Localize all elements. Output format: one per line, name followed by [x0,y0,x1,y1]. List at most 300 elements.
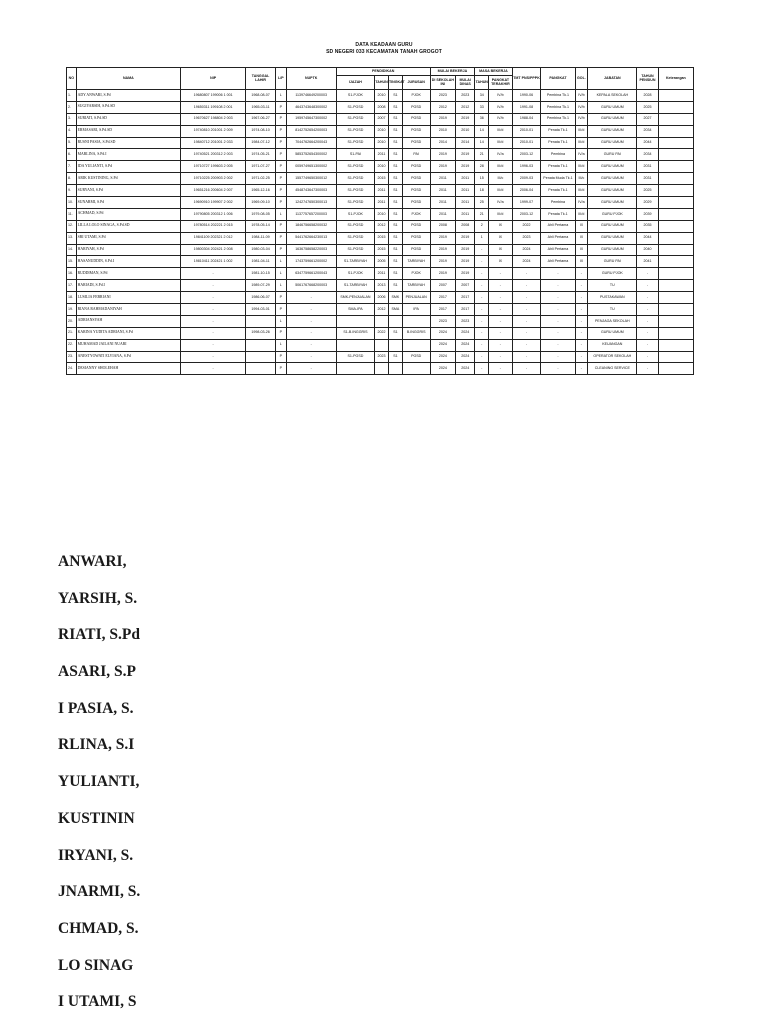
cell-mb-tahun: - [475,292,489,304]
zoomed-name-fragment: IRYANI, S. [58,846,134,864]
cell-ket [658,161,693,173]
cell-jabatan: GURU UMUM [588,125,637,137]
cell-di-sekolah: 2023 [430,315,456,327]
cell-pangkat: Penata Tk.1 [541,208,575,220]
cell-tingkat: S1 [388,173,402,185]
cell-lp: P [275,232,286,244]
cell-nuptk: 5441762664230013 [286,232,336,244]
cell-di-sekolah: 2011 [430,197,456,209]
cell-pangkat: - [541,304,575,316]
cell-tgl: 1994-03-01 [246,304,276,316]
header-no: NO [67,68,77,90]
cell-lp: P [275,137,286,149]
cell-tahun: 2011 [375,185,389,197]
cell-nama: MARLINA, S.Pd.I [76,149,181,161]
cell-tgl: 1979-08-05 [246,208,276,220]
cell-pangkat-terakhir: III/d [489,161,512,173]
cell-no: 3. [67,113,77,125]
cell-tgl: 1998-03-26 [246,327,276,339]
cell-lp: P [275,327,286,339]
zoomed-names-preview [58,548,141,1025]
cell-mb-tahun: 21 [475,149,489,161]
cell-jurusan: PGSD [402,173,430,185]
cell-jabatan: GURU PAI [588,256,637,268]
cell-jabatan: GURU UMUM [588,327,637,339]
cell-jurusan: PENJUALAN [402,292,430,304]
cell-mulai-dinas: 2019 [456,244,475,256]
cell-pangkat-terakhir: - [489,280,512,292]
cell-jurusan: PGSD [402,101,430,113]
cell-tahun: 2022 [375,327,389,339]
cell-jurusan: B.INGGRIS [402,327,430,339]
zoomed-name-fragment: KUSTININ [58,809,135,827]
cell-jabatan: GURU UMUM [588,101,637,113]
cell-pangkat: - [541,292,575,304]
cell-pangkat: Penata Tk.1 [541,161,575,173]
cell-nip: - [181,304,246,316]
cell-nama: HASANUDDIN, S.Pd.I [76,256,181,268]
cell-pangkat-terakhir: III/d [489,137,512,149]
cell-ijazah: S1-PAI [336,149,374,161]
cell-nama: ACHMAD, S.Pd [76,208,181,220]
cell-tahun: 2012 [375,304,389,316]
cell-nama: LUSILIA FEBRIANI [76,292,181,304]
cell-pangkat: Pembina [541,149,575,161]
cell-nip: 19840712 201001 2 033 [181,137,246,149]
cell-ket [658,197,693,209]
cell-tahun: 2007 [375,113,389,125]
cell-mulai-dinas: 2011 [456,173,475,185]
cell-pangkat: - [541,315,575,327]
cell-tgl [246,351,276,363]
cell-lp: L [275,256,286,268]
cell-no: 13. [67,232,77,244]
header-nip: NIP [181,68,246,90]
cell-jurusan: IPA [402,304,430,316]
cell-nuptk: 1557749650300012 [286,173,336,185]
table-row [67,161,694,173]
cell-jurusan: TARBIYAH [402,256,430,268]
header-jabatan: JABATAN [588,68,637,90]
cell-tgl: 1986-06-07 [246,292,276,304]
cell-tingkat: S1 [388,280,402,292]
cell-di-sekolah: 2019 [430,161,456,173]
cell-nip: - [181,292,246,304]
cell-di-sekolah: 2019 [430,268,456,280]
cell-pangkat-terakhir: - [489,292,512,304]
cell-nuptk: 7044762664200043 [286,137,336,149]
cell-ijazah: S1-PGSD [336,173,374,185]
cell-tmt: 2003-12 [512,208,541,220]
cell-ijazah: S1-PGSD [336,161,374,173]
header-keterangan: Keterangan [658,68,693,90]
cell-mb-tahun: - [475,244,489,256]
cell-nip: - [181,280,246,292]
cell-gol: - [575,304,588,316]
cell-nip: - [181,363,246,375]
cell-lp: P [275,185,286,197]
cell-nuptk: 6347759661200043 [286,268,336,280]
cell-tmt: - [512,280,541,292]
cell-tahun: 2005 [375,256,389,268]
cell-tgl: 1989-07-29 [246,280,276,292]
cell-gol: - [575,280,588,292]
cell-mulai-dinas: 2019 [456,161,475,173]
cell-pangkat-terakhir: IX [489,232,512,244]
cell-pangkat-terakhir: III/d [489,125,512,137]
cell-pangkat: - [541,280,575,292]
cell-lp: L [275,208,286,220]
cell-nama: HARIADI, S.Pd.I [76,280,181,292]
cell-mb-tahun: - [475,304,489,316]
cell-pangkat-terakhir: - [489,327,512,339]
header-tmt: TMT PNS/PPPK [512,68,541,90]
cell-tmt: - [512,363,541,375]
cell-pensiun: - [637,351,658,363]
cell-jabatan: GURU PAI [588,149,637,161]
cell-lp: P [275,197,286,209]
cell-ket [658,339,693,351]
cell-ijazah [336,315,374,327]
cell-tingkat: S1 [388,327,402,339]
cell-tmt: - [512,304,541,316]
cell-lp: P [275,304,286,316]
cell-pensiun: 2034 [637,149,658,161]
cell-nama: RIANA RAHMADANIYAH [76,304,181,316]
cell-tmt: 2024 [512,244,541,256]
cell-jurusan [402,339,430,351]
zoomed-name-fragment: YULIANTI, [58,773,140,791]
cell-mulai-dinas: 2019 [456,232,475,244]
table-row [67,363,694,375]
header-tingkat: TINGKAT [388,76,402,90]
cell-di-sekolah: 2011 [430,208,456,220]
cell-nama: ADRIANSYAH [76,315,181,327]
cell-pensiun: 2040 [637,244,658,256]
cell-pangkat-terakhir: - [489,351,512,363]
cell-mb-tahun: 15 [475,173,489,185]
cell-tgl [246,363,276,375]
cell-gol: IX [575,220,588,232]
cell-no: 12. [67,220,77,232]
cell-nip: 19651216 200604 2 007 [181,185,246,197]
cell-pensiun: - [637,339,658,351]
cell-mb-tahun: - [475,280,489,292]
header-ijazah: IJAZAH [336,76,374,90]
cell-tingkat: S1 [388,90,402,102]
cell-mulai-dinas: 2023 [456,315,475,327]
cell-no: 9. [67,185,77,197]
cell-jurusan: PJOK [402,208,430,220]
cell-pensiun: - [637,315,658,327]
cell-tahun [375,363,389,375]
cell-mulai-dinas: 2008 [456,220,475,232]
cell-mulai-dinas: 2014 [456,137,475,149]
cell-mulai-dinas: 2012 [456,101,475,113]
cell-di-sekolah: 2017 [430,292,456,304]
table-body [67,90,694,375]
cell-pensiun: 2041 [637,256,658,268]
cell-no: 24. [67,363,77,375]
cell-tahun: 2015 [375,232,389,244]
cell-tmt: 2010-01 [512,125,541,137]
cell-tingkat [388,315,402,327]
cell-pensiun: 2044 [637,232,658,244]
cell-mb-tahun: 34 [475,90,489,102]
cell-lp: L [275,280,286,292]
cell-gol: IV/b [575,90,588,102]
table-row [67,292,694,304]
cell-tahun: 2011 [375,268,389,280]
cell-pensiun: - [637,363,658,375]
cell-jabatan: GURU UMUM [588,244,637,256]
cell-ijazah: S1-PGSD [336,220,374,232]
cell-mulai-dinas: 2019 [456,149,475,161]
cell-lp: P [275,125,286,137]
cell-pangkat: Ahli Pertama [541,220,575,232]
cell-pensiun: - [637,292,658,304]
cell-di-sekolah: 2010 [430,125,456,137]
cell-tingkat: S1 [388,137,402,149]
cell-pangkat: Penata Tk.1 [541,185,575,197]
cell-nip: 19690910 199907 2 002 [181,197,246,209]
cell-ket [658,125,693,137]
cell-lp: L [275,90,286,102]
table-row [67,327,694,339]
cell-nip: 19710225 200903 2 002 [181,173,246,185]
cell-mulai-dinas: 2023 [456,90,475,102]
cell-lp: P [275,161,286,173]
cell-mulai-dinas: 2017 [456,292,475,304]
table-row [67,232,694,244]
cell-pangkat: Penata Muda Tk.1 [541,173,575,185]
cell-lp: L [275,268,286,280]
cell-nama: SRI UTAMI, S.Pd [76,232,181,244]
cell-pangkat: Ahli Pertama [541,232,575,244]
header-pendidikan: PENDIDIKAN [336,68,430,76]
cell-jabatan: GURU UMUM [588,220,637,232]
cell-nama: HARIYAH, S.Pd [76,244,181,256]
cell-mb-tahun: - [475,351,489,363]
cell-nuptk: 1242747650300013 [286,197,336,209]
cell-nip: 19810411 202421 1 002 [181,256,246,268]
cell-lp: P [275,351,286,363]
cell-ijazah: S1-PGSD [336,125,374,137]
cell-pangkat-terakhir: IV/b [489,101,512,113]
cell-nuptk: 1139746649200003 [286,90,336,102]
cell-nuptk: 5061767668200003 [286,280,336,292]
cell-lp: P [275,149,286,161]
cell-lp: P [275,292,286,304]
cell-pangkat: - [541,363,575,375]
cell-pangkat-terakhir: - [489,315,512,327]
teacher-data-table [66,67,694,375]
cell-pangkat-terakhir: - [489,339,512,351]
table-row [67,185,694,197]
table-row [67,197,694,209]
document-title: DATA KEADAAN GURU [355,42,413,48]
cell-lp: P [275,173,286,185]
cell-nama: ADY ANWARI, S.Pd [76,90,181,102]
zoomed-name-fragment: RLINA, S.I [58,736,135,754]
cell-nama: LILLA LOLO SINAGA, S.Pd.SD [76,220,181,232]
cell-tahun [375,339,389,351]
cell-jurusan: PGSD [402,351,430,363]
cell-ijazah: S1-PGSD [336,101,374,113]
cell-pangkat: Penata Tk.1 [541,125,575,137]
cell-no: 21. [67,327,77,339]
cell-ket [658,268,693,280]
cell-gol: - [575,339,588,351]
cell-jurusan [402,363,430,375]
cell-jabatan: PUSTAKAWAN [588,292,637,304]
cell-no: 15. [67,256,77,268]
zoomed-name-fragment: CHMAD, S. [58,919,139,937]
cell-gol: IV/a [575,197,588,209]
zoomed-name-fragment: RIATI, S.Pd [58,626,140,644]
cell-tmt: - [512,292,541,304]
cell-gol: IX [575,232,588,244]
cell-ijazah: S1-TARBIYAH [336,256,374,268]
cell-di-sekolah: 2019 [430,244,456,256]
cell-nama: ARIK KUSTINING, S.Pd [76,173,181,185]
cell-mb-tahun: 28 [475,161,489,173]
cell-jurusan: PGSD [402,137,430,149]
cell-jabatan: TU [588,280,637,292]
cell-tgl: 1980-03-04 [246,244,276,256]
cell-nama: MUHAMAD JAILANI NUARI [76,339,181,351]
document-subtitle: SD NEGERI 033 KECAMATAN TANAH GROGOT [326,49,442,55]
table-row [67,149,694,161]
cell-ket [658,137,693,149]
cell-jabatan: GURU PJOK [588,268,637,280]
table-row [67,268,694,280]
cell-di-sekolah: 2023 [430,90,456,102]
cell-ijazah: S1-PGSD [336,113,374,125]
cell-gol: - [575,351,588,363]
cell-pangkat-terakhir: - [489,268,512,280]
cell-ket [658,304,693,316]
cell-tingkat: S1 [388,185,402,197]
cell-gol: - [575,327,588,339]
cell-mulai-dinas: 2024 [456,339,475,351]
cell-tahun: 2010 [375,208,389,220]
cell-mb-tahun: 1 [475,232,489,244]
cell-gol: III/d [575,185,588,197]
cell-jabatan: KEPALA SEKOLAH [588,90,637,102]
table-row [67,208,694,220]
cell-mulai-dinas: 2024 [456,363,475,375]
cell-pangkat-terakhir: IX [489,244,512,256]
cell-nama: ERMASARI, S.Pd.SD [76,125,181,137]
cell-pangkat: Pembina Tk.1 [541,101,575,113]
cell-pensiun: 2039 [637,208,658,220]
table-row [67,315,694,327]
cell-tahun: 2015 [375,173,389,185]
cell-tgl: 1969-09-10 [246,197,276,209]
cell-pangkat: - [541,268,575,280]
cell-di-sekolah: 2024 [430,363,456,375]
cell-jabatan: KEUANGAN [588,339,637,351]
header-tanggal-lahir: TANGGAL LAHIR [246,68,276,90]
cell-tgl [246,315,276,327]
cell-tmt: - [512,339,541,351]
cell-ijazah [336,339,374,351]
cell-tgl: 1974-08-10 [246,125,276,137]
cell-jurusan: PJOK [402,90,430,102]
cell-no: 16. [67,268,77,280]
cell-nuptk: - [286,315,336,327]
cell-nuptk: - [286,327,336,339]
cell-pensiun: 2029 [637,197,658,209]
cell-di-sekolah: 2019 [430,256,456,268]
cell-lp: P [275,101,286,113]
cell-pensiun: - [637,304,658,316]
cell-tahun: 2010 [375,125,389,137]
cell-nama: SUNARMI, S.Pd [76,197,181,209]
table-row [67,90,694,102]
cell-tingkat: S1 [388,220,402,232]
cell-tingkat: S1 [388,256,402,268]
header-jurusan: JURUSAN [402,76,430,90]
cell-nuptk: 4548743647300003 [286,185,336,197]
cell-mb-tahun: 21 [475,208,489,220]
cell-pangkat-terakhir: - [489,363,512,375]
cell-mb-tahun: 14 [475,137,489,149]
cell-ijazah: S1-PGSD [336,232,374,244]
cell-gol: - [575,315,588,327]
table-row [67,280,694,292]
table-row [67,220,694,232]
cell-pangkat-terakhir: IV/a [489,149,512,161]
cell-di-sekolah: 2011 [430,173,456,185]
zoomed-name-fragment: JNARMI, S. [58,883,141,901]
cell-nip: 19790805 200312 1 006 [181,208,246,220]
table-row [67,256,694,268]
cell-mb-tahun: - [475,315,489,327]
cell-nip: 19841109 202321 2 012 [181,232,246,244]
header-tahun: TAHUN [375,76,389,90]
cell-di-sekolah: 2017 [430,304,456,316]
cell-pensiun: - [637,280,658,292]
zoomed-name-fragment: ASARI, S.P [58,663,136,681]
cell-no: 11. [67,208,77,220]
cell-tingkat: S1 [388,208,402,220]
cell-no: 4. [67,125,77,137]
cell-tahun: 2015 [375,244,389,256]
cell-nuptk: - [286,351,336,363]
cell-mb-tahun: 33 [475,101,489,113]
cell-tahun: 2010 [375,161,389,173]
cell-tgl: 1984-11-09 [246,232,276,244]
cell-nuptk: - [286,363,336,375]
cell-no: 5. [67,137,77,149]
cell-pangkat: - [541,351,575,363]
cell-ijazah: S1-PGSD [336,197,374,209]
cell-jurusan: PGSD [402,113,430,125]
cell-jabatan: GURU UMUM [588,232,637,244]
cell-ijazah: S1-PJOK [336,268,374,280]
cell-pangkat: Penata Tk.1 [541,137,575,149]
cell-tmt: - [512,327,541,339]
zoomed-name-fragment: LO SINAG [58,956,134,974]
cell-di-sekolah: 2019 [430,113,456,125]
cell-ijazah: S1-PGSD [336,351,374,363]
cell-jurusan: PGSD [402,220,430,232]
cell-pangkat-terakhir: IV/b [489,90,512,102]
cell-no: 1. [67,90,77,102]
cell-gol: - [575,292,588,304]
